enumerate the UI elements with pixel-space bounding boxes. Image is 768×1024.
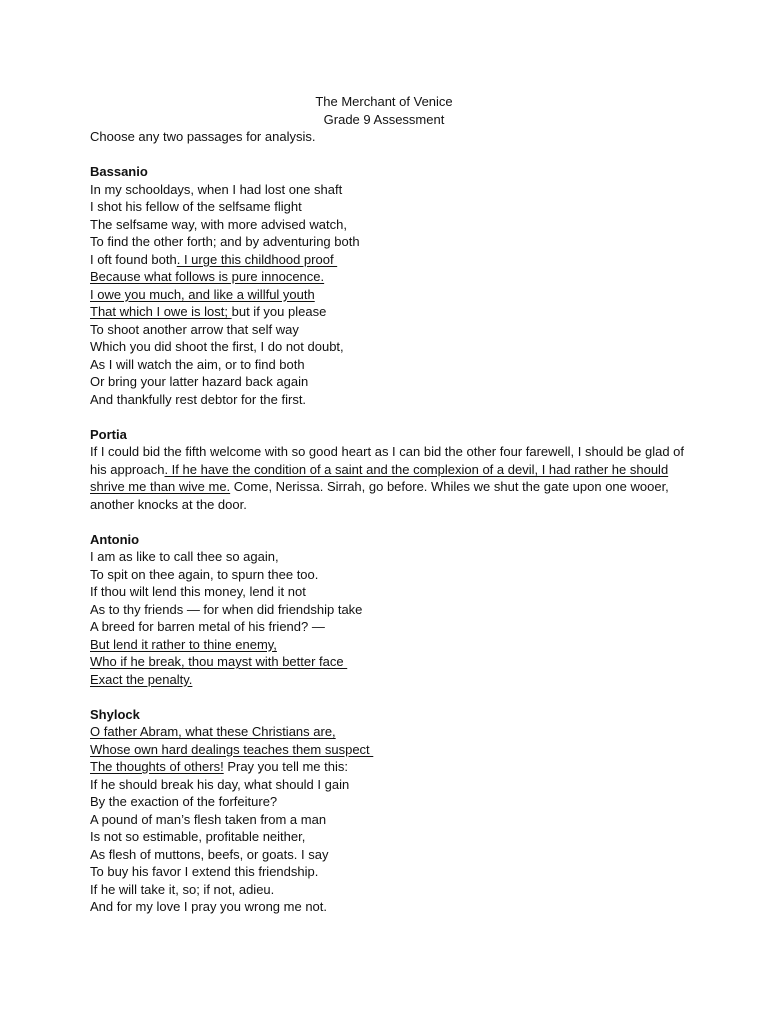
passage-line	[90, 216, 690, 234]
passages-container	[90, 146, 690, 916]
line-text: Is not so estimable, profitable neither,	[90, 829, 306, 844]
passage-line	[90, 653, 690, 671]
line-text: I am as like to call thee so again,	[90, 549, 279, 564]
line-text: A pound of man’s flesh taken from a man	[90, 811, 327, 827]
line-text: If I could bid the fifth welcome with so good heart as I can bid the other four farewell, I should be glad of	[90, 444, 685, 459]
line-text: Which you did shoot the first, I do not doubt,	[90, 339, 344, 354]
passage-line	[90, 478, 690, 496]
document-title: The Merchant of Venice	[315, 94, 453, 109]
line-text: Or bring your latter hazard back again	[90, 374, 309, 389]
passage-bassanio	[90, 163, 690, 408]
line-text: To buy his favor I extend this friendship.	[90, 864, 319, 879]
document-body	[90, 128, 690, 916]
line-text: To find the other forth; and by adventuring both	[90, 234, 360, 249]
instruction-text: Choose any two passages for analysis.	[90, 129, 316, 144]
underlined-text: O father Abram, what these Christians are,	[90, 724, 336, 739]
underlined-text: . I urge this childhood proof	[176, 251, 338, 267]
section-spacer	[90, 146, 690, 164]
line-text: If thou wilt lend this money, lend it not	[90, 584, 306, 599]
passage-line	[90, 181, 690, 199]
line-text: To spit on thee again, to spurn thee too.	[90, 566, 319, 582]
line-text: I oft found both	[90, 251, 177, 267]
underlined-text: Because what follows is pure innocence.	[90, 269, 325, 284]
passage-line	[90, 566, 690, 584]
underlined-text: That which I owe is lost;	[90, 304, 232, 319]
line-text: As I will watch the aim, or to find both	[90, 356, 305, 372]
underlined-text: . If he have the condition of a saint and the complexion of a devil, I had rather he should	[164, 461, 669, 477]
line-text: As to thy friends — for when did friendship take	[90, 601, 363, 617]
line-text: The selfsame way, with more advised watch,	[90, 216, 347, 232]
line-text: I shot his fellow of the selfsame flight	[90, 199, 302, 214]
passage-line	[90, 636, 690, 654]
passage-line	[90, 601, 690, 619]
passage-line	[90, 373, 690, 391]
passage-line	[90, 898, 690, 916]
passage-line	[90, 461, 690, 479]
document-header	[0, 93, 768, 128]
passage-line	[90, 198, 690, 216]
passage-line	[90, 793, 690, 811]
passage-line	[90, 268, 690, 286]
passage-antonio	[90, 531, 690, 689]
document-subtitle: Grade 9 Assessment	[323, 111, 445, 127]
passage-line	[90, 811, 690, 829]
passage-line	[90, 391, 690, 409]
passage-line	[90, 338, 690, 356]
line-text: A breed for barren metal of his friend? —	[90, 619, 325, 634]
line-text: In my schooldays, when I had lost one shaft	[90, 181, 343, 197]
speaker-name: Portia	[90, 426, 127, 442]
passage-line	[90, 583, 690, 601]
passage-line	[90, 251, 690, 269]
passage-line	[90, 776, 690, 794]
passage-line	[90, 356, 690, 374]
speaker-name: Antonio	[90, 531, 140, 547]
underlined-text: But lend it rather to thine enemy,	[90, 636, 277, 652]
underlined-text: The thoughts of others!	[90, 759, 224, 774]
passage-line	[90, 303, 690, 321]
passage-line	[90, 321, 690, 339]
passage-line	[90, 233, 690, 251]
passage-shylock	[90, 706, 690, 916]
passage-line	[90, 758, 690, 776]
passage-line	[90, 881, 690, 899]
underlined-text: I owe you much, and like a willful youth	[90, 286, 315, 302]
line-text: If he should break his day, what should I gain	[90, 776, 350, 792]
section-spacer	[90, 408, 690, 426]
passage-line	[90, 723, 690, 741]
underlined-text: Exact the penalty.	[90, 671, 193, 687]
line-text: And thankfully rest debtor for the first.	[90, 391, 307, 407]
line-text: but if you please	[231, 304, 327, 319]
passage-line	[90, 443, 690, 461]
passage-line	[90, 828, 690, 846]
underlined-text: Who if he break, thou mayst with better face	[90, 654, 348, 669]
passage-line	[90, 741, 690, 759]
line-text: Pray you tell me this:	[223, 759, 348, 774]
underlined-text: shrive me than wive me.	[90, 479, 231, 494]
passage-line	[90, 863, 690, 881]
line-text: As flesh of muttons, beefs, or goats. I say	[90, 846, 329, 862]
line-text: another knocks at the door.	[90, 496, 247, 512]
passage-portia	[90, 426, 690, 514]
speaker-name: Shylock	[90, 706, 140, 722]
line-text: By the exaction of the forfeiture?	[90, 794, 278, 809]
line-text: And for my love I pray you wrong me not.	[90, 899, 327, 914]
speaker-name: Bassanio	[90, 164, 148, 179]
line-text: Come, Nerissa. Sirrah, go before. Whiles we shut the gate upon one wooer,	[230, 479, 669, 494]
underlined-text: Whose own hard dealings teaches them suspect	[90, 741, 374, 757]
passage-line	[90, 846, 690, 864]
section-spacer	[90, 513, 690, 531]
line-text: his approach	[90, 461, 165, 477]
line-text: If he will take it, so; if not, adieu.	[90, 881, 275, 897]
section-spacer	[90, 688, 690, 706]
passage-line	[90, 496, 690, 514]
passage-line	[90, 618, 690, 636]
passage-line	[90, 548, 690, 566]
passage-line	[90, 671, 690, 689]
passage-line	[90, 286, 690, 304]
line-text: To shoot another arrow that self way	[90, 321, 299, 337]
